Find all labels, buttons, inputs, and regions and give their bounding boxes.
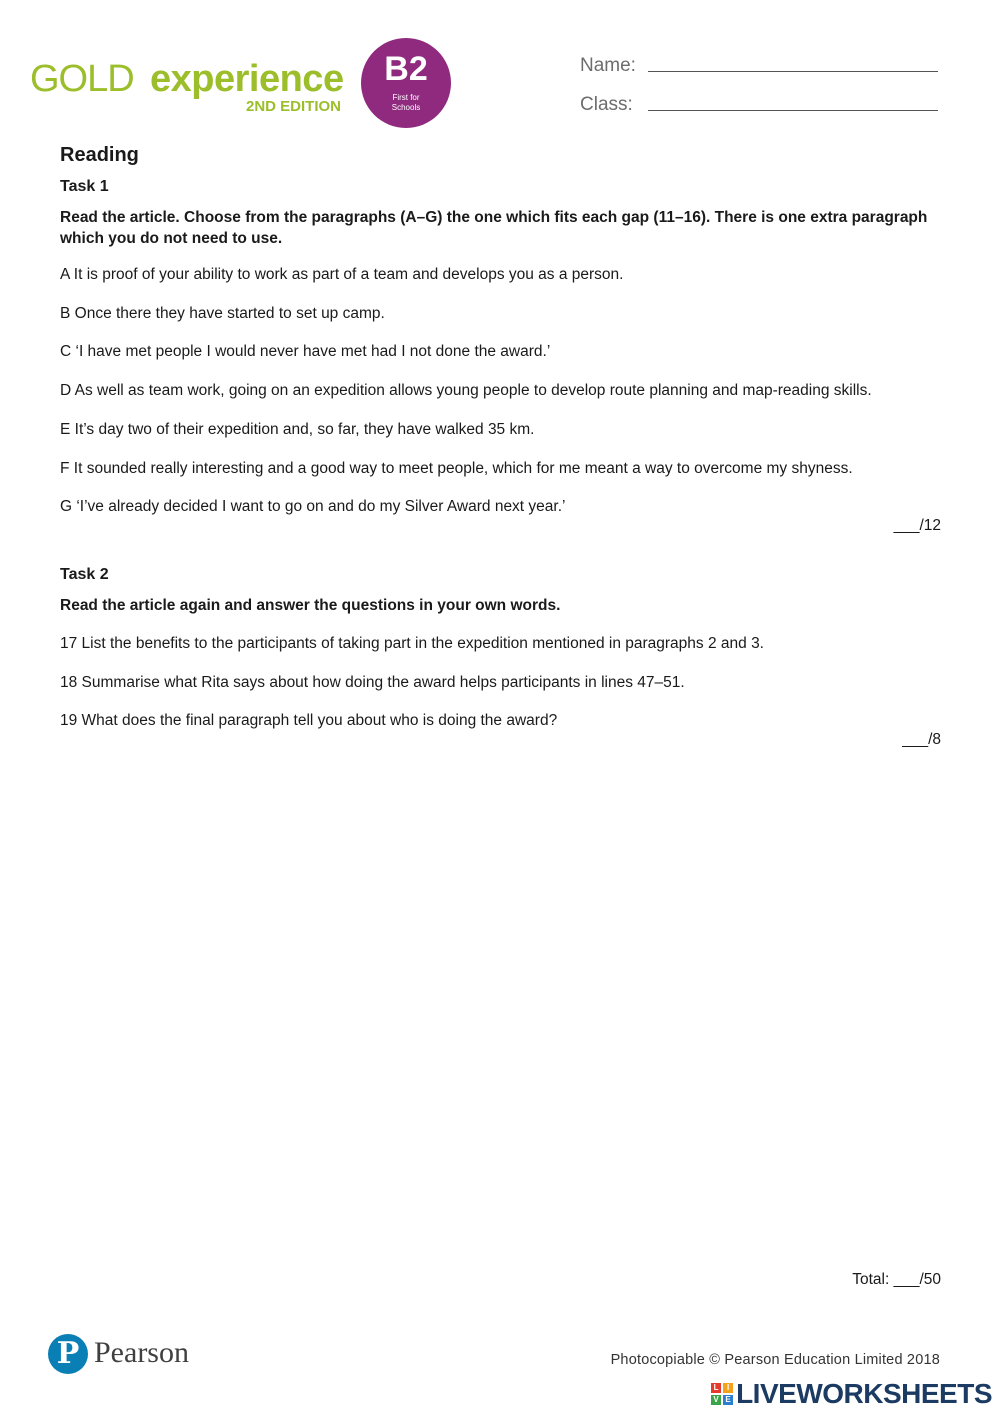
total-score: Total: ___/50 bbox=[852, 1271, 941, 1288]
task1-instruction: Read the article. Choose from the paragraphs (A–G) the one which fits each gap (11–16). There is one extra paragraph which you do not need to use. bbox=[60, 209, 928, 247]
task1-title: Task 1 bbox=[60, 178, 109, 195]
level-badge bbox=[361, 38, 451, 128]
task2-score: ___/8 bbox=[902, 731, 941, 748]
lw-cell: L bbox=[711, 1383, 721, 1393]
paragraph-option: A It is proof of your ability to work as part of a team and develops you as a person. bbox=[60, 266, 624, 283]
copyright-notice: Photocopiable © Pearson Education Limited 2018 bbox=[610, 1352, 940, 1368]
badge-subtitle-line1: First for bbox=[392, 93, 420, 102]
question-item: 18 Summarise what Rita says about how doing the award helps participants in lines 47–51. bbox=[60, 674, 685, 691]
task2-title: Task 2 bbox=[60, 566, 109, 583]
class-field[interactable] bbox=[648, 110, 938, 111]
lw-cell: V bbox=[711, 1395, 721, 1405]
name-field[interactable] bbox=[648, 71, 938, 72]
paragraph-option: D As well as team work, going on an expedition allows young people to develop route planning and map-reading skills. bbox=[60, 382, 872, 399]
badge-level: B2 bbox=[384, 50, 428, 88]
paragraph-option: E It’s day two of their expedition and, so far, they have walked 35 km. bbox=[60, 421, 535, 438]
paragraph-option: G ‘I’ve already decided I want to go on and do my Silver Award next year.’ bbox=[60, 498, 566, 515]
name-label: Name: bbox=[580, 55, 636, 76]
logo-edition: 2ND EDITION bbox=[246, 98, 342, 115]
paragraph-option: B Once there they have started to set up camp. bbox=[60, 305, 385, 322]
lw-cell: I bbox=[723, 1383, 733, 1393]
liveworksheets-logo[interactable] bbox=[711, 1378, 992, 1410]
pearson-name: Pearson bbox=[94, 1336, 189, 1369]
logo-experience: experience bbox=[150, 58, 344, 100]
task1-score: ___/12 bbox=[893, 517, 941, 534]
paragraph-option: C ‘I have met people I would never have met had I not done the award.’ bbox=[60, 343, 551, 360]
logo-gold: GOLD bbox=[30, 58, 134, 100]
question-item: 17 List the benefits to the participants of taking part in the expedition mentioned in paragraphs 2 and 3. bbox=[60, 635, 764, 652]
paragraph-option: F It sounded really interesting and a good way to meet people, which for me meant a way to overcome my shyness. bbox=[60, 460, 853, 477]
task2-instruction: Read the article again and answer the questions in your own words. bbox=[60, 597, 561, 614]
class-label: Class: bbox=[580, 94, 633, 115]
liveworksheets-text: LIVEWORKSHEETS bbox=[736, 1378, 992, 1409]
pearson-logo-icon: P bbox=[48, 1334, 88, 1374]
liveworksheets-icon bbox=[711, 1383, 733, 1405]
section-title: Reading bbox=[60, 144, 139, 166]
question-item: 19 What does the final paragraph tell you about who is doing the award? bbox=[60, 712, 558, 729]
badge-subtitle-line2: Schools bbox=[391, 103, 421, 112]
badge-subtitle bbox=[361, 93, 451, 113]
lw-cell: E bbox=[723, 1395, 733, 1405]
